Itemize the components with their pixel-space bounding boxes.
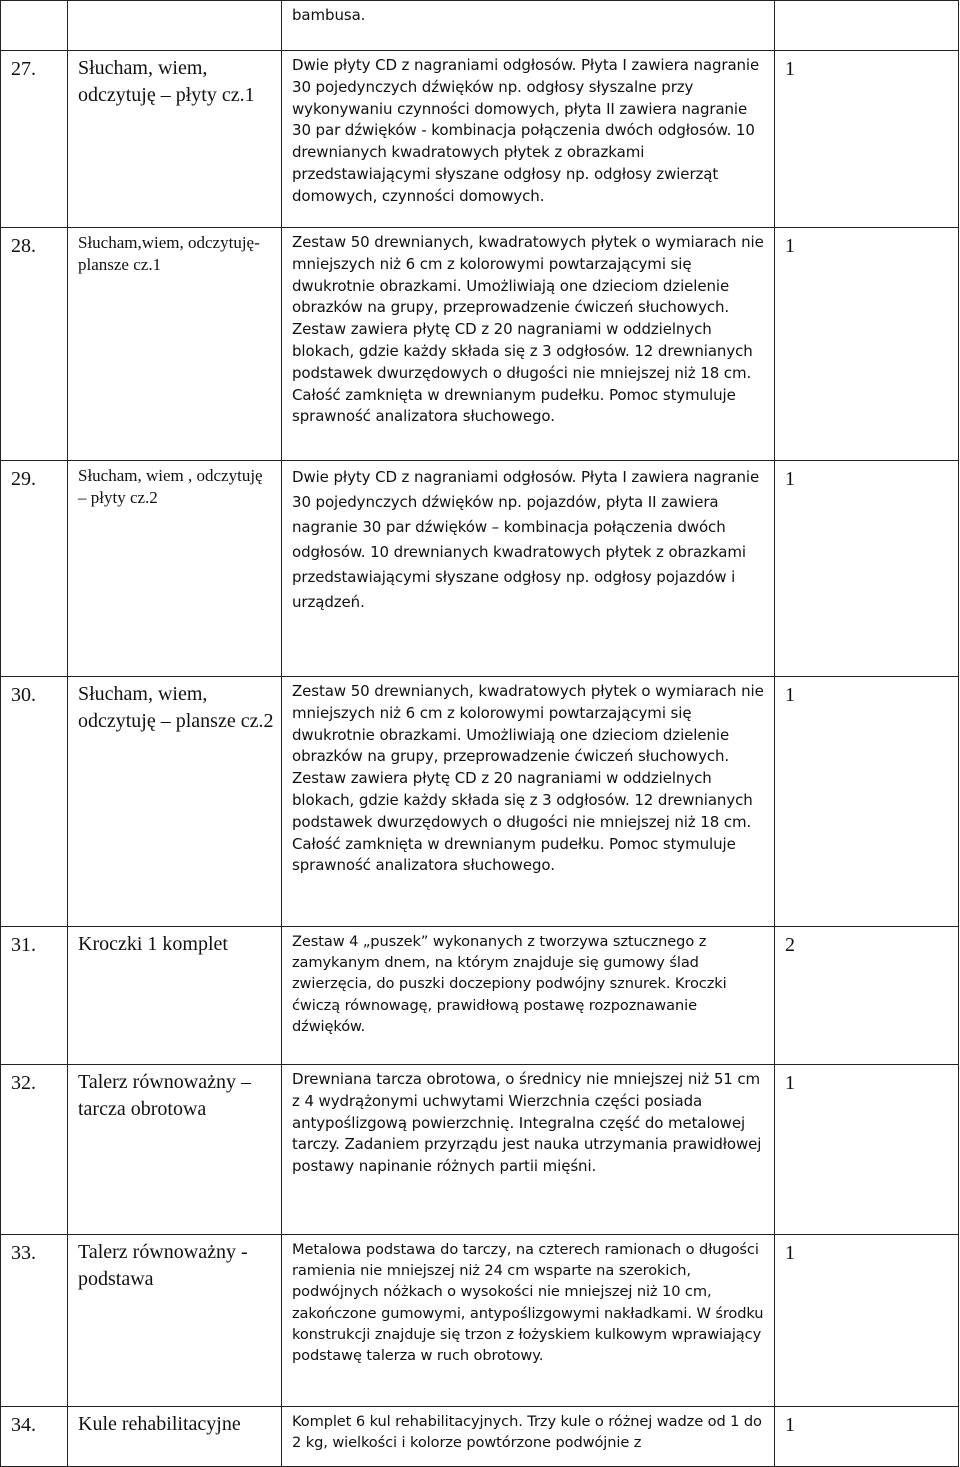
item-name: Słucham, wiem, odczytuję – płyty cz.1: [68, 51, 282, 228]
item-description: Dwie płyty CD z nagraniami odgłosów. Płyta I zawiera nagranie 30 pojedynczych dźwięków np. pojazdów, płyta II zawiera nagranie 30 par dźwięków – kombinacja połączenia dwóch odgłosów. 10 drewnianych kwadratowych płytek z obrazkami przedstawiającymi słyszane odgłosy np. odgłosy pojazdów i urządzeń.: [282, 461, 775, 677]
row-number: 30.: [1, 677, 68, 927]
table-row: [1, 228, 959, 461]
item-description: Drewniana tarcza obrotowa, o średnicy nie mniejszej niż 51 cm z 4 wydrążonymi uchwytami Wierzchnia części posiada antypoślizgową powierzchnię. Integralna część do metalowej tarczy. Zadaniem przyrządu jest nauka utrzymania prawidłowej postawy napinanie różnych partii mięśni.: [282, 1065, 775, 1235]
qty-cell: [775, 1, 959, 51]
item-name: Talerz równoważny - podstawa: [68, 1235, 282, 1407]
item-name: Talerz równoważny – tarcza obrotowa: [68, 1065, 282, 1235]
table-row: [1, 1407, 959, 1467]
row-number: 34.: [1, 1407, 68, 1467]
row-number: 32.: [1, 1065, 68, 1235]
item-quantity: 1: [775, 1235, 959, 1407]
table-row: [1, 461, 959, 677]
item-description: Metalowa podstawa do tarczy, na czterech ramionach o długości ramienia nie mniejszej niż 24 cm wsparte na szerokich, podwójnych nóżkach o wysokości nie mniejszej niż 10 cm, zakończone gumowymi, antypoślizgowymi nakładkami. W środku konstrukcji znajduje się trzon z łożyskiem kulkowym wprawiający podstawę talerza w ruch obrotowy.: [282, 1235, 775, 1407]
table-row: [1, 1065, 959, 1235]
table-row: [1, 51, 959, 228]
row-number: 33.: [1, 1235, 68, 1407]
table-row: [1, 1235, 959, 1407]
fragment-text: bambusa.: [292, 6, 366, 24]
item-description: Dwie płyty CD z nagraniami odgłosów. Płyta I zawiera nagranie 30 pojedynczych dźwięków np. odgłosy słyszalne przy wykonywaniu czynności domowych, płyta II zawiera nagranie 30 par dźwięków - kombinacja połączenia dwóch odgłosów. 10 drewnianych kwadratowych płytek z obrazkami przedstawiającymi słyszane odgłosy np. odgłosy zwierząt domowych, czynności domowych.: [282, 51, 775, 228]
item-name: Słucham, wiem, odczytuję – plansze cz.2: [68, 677, 282, 927]
item-name: Słucham,wiem, odczytuję-plansze cz.1: [68, 228, 282, 461]
item-quantity: 1: [775, 461, 959, 677]
item-description: Komplet 6 kul rehabilitacyjnych. Trzy kule o różnej wadze od 1 do 2 kg, wielkości i kolorze powtórzone podwójnie z: [282, 1407, 775, 1467]
name-cell: [68, 1, 282, 51]
item-name: Słucham, wiem , odczytuję – płyty cz.2: [68, 461, 282, 677]
item-quantity: 1: [775, 677, 959, 927]
item-quantity: 1: [775, 1065, 959, 1235]
description-cell: [282, 1, 775, 51]
no-cell: [1, 1, 68, 51]
item-quantity: 1: [775, 1407, 959, 1467]
row-number: 29.: [1, 461, 68, 677]
row-number: 27.: [1, 51, 68, 228]
item-description: Zestaw 50 drewnianych, kwadratowych płytek o wymiarach nie mniejszych niż 6 cm z kolorowymi powtarzającymi się dwukrotnie obrazkami. Umożliwiają one dzieciom dzielenie obrazków na grupy, przeprowadzenie ćwiczeń słuchowych. Zestaw zawiera płytę CD z 20 nagraniami w oddzielnych blokach, gdzie każdy składa się z 3 odgłosów. 12 drewnianych podstawek dwurzędowych o długości nie mniejszej niż 18 cm. Całość zamknięta w drewnianym pudełku. Pomoc stymuluje sprawność analizatora słuchowego.: [282, 677, 775, 927]
table-row: [1, 1, 959, 51]
row-number: 31.: [1, 927, 68, 1065]
item-quantity: 1: [775, 51, 959, 228]
table-row: [1, 927, 959, 1065]
item-description: Zestaw 50 drewnianych, kwadratowych płytek o wymiarach nie mniejszych niż 6 cm z kolorowymi powtarzającymi się dwukrotnie obrazkami. Umożliwiają one dzieciom dzielenie obrazków na grupy, przeprowadzenie ćwiczeń słuchowych. Zestaw zawiera płytę CD z 20 nagraniami w oddzielnych blokach, gdzie każdy składa się z 3 odgłosów. 12 drewnianych podstawek dwurzędowych o długości nie mniejszej niż 18 cm. Całość zamknięta w drewnianym pudełku. Pomoc stymuluje sprawność analizatora słuchowego.: [282, 228, 775, 461]
item-name: Kule rehabilitacyjne: [68, 1407, 282, 1467]
item-name: Kroczki 1 komplet: [68, 927, 282, 1065]
table-row: [1, 677, 959, 927]
item-description: Zestaw 4 „puszek” wykonanych z tworzywa sztucznego z zamykanym dnem, na którym znajduje się gumowy ślad zwierzęcia, do puszki doczepiony podwójny sznurek. Kroczki ćwiczą równowagę, prawidłową postawę rozpoznawanie dźwięków.: [282, 927, 775, 1065]
row-number: 28.: [1, 228, 68, 461]
item-quantity: 2: [775, 927, 959, 1065]
item-quantity: 1: [775, 228, 959, 461]
